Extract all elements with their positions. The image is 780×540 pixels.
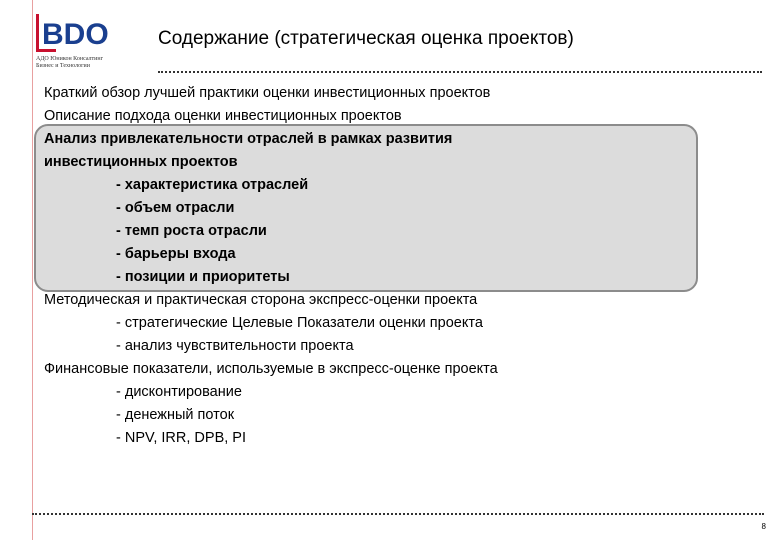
toc-subitem: - стратегические Целевые Показатели оценки проекта	[116, 315, 483, 331]
header-divider	[158, 71, 762, 73]
logo-tagline-line: Бизнес и Технологии	[36, 63, 90, 69]
toc-subitem: - дисконтирование	[116, 384, 242, 400]
toc-subitem: - позиции и приоритеты	[116, 269, 290, 285]
logo-wordmark: BDO	[42, 18, 109, 51]
toc-item: Финансовые показатели, используемые в экспресс-оценке проекта	[44, 361, 498, 377]
toc-subitem: - темп роста отрасли	[116, 223, 267, 239]
toc-subitem: - денежный поток	[116, 407, 235, 423]
toc-item: Анализ привлекательности отраслей в рамках развития	[44, 131, 453, 147]
toc-item: Описание подхода оценки инвестиционных проектов	[44, 108, 402, 124]
toc-subitem: - объем отрасли	[116, 200, 235, 216]
toc-subitem: - характеристика отраслей	[116, 177, 309, 193]
toc-subitem: - барьеры входа	[116, 246, 236, 262]
left-margin-rule	[32, 0, 33, 540]
toc-item: Методическая и практическая сторона экспресс-оценки проекта	[44, 292, 478, 308]
logo-tagline	[36, 56, 146, 70]
footer-divider	[32, 513, 764, 515]
toc-subitem: - анализ чувствительности проекта	[116, 338, 354, 354]
page-title: Содержание (стратегическая оценка проектов)	[158, 28, 574, 49]
toc-subitem: - NPV, IRR, DPB, PI	[116, 430, 246, 446]
logo-tagline-line: АДО Юникон Консалтинг	[36, 56, 104, 62]
table-of-contents	[44, 82, 744, 450]
toc-item: Краткий обзор лучшей практики оценки инвестиционных проектов	[44, 85, 491, 101]
bdo-logo	[36, 14, 124, 54]
toc-item: инвестиционных проектов	[44, 154, 238, 170]
page-number: 8	[761, 522, 766, 531]
